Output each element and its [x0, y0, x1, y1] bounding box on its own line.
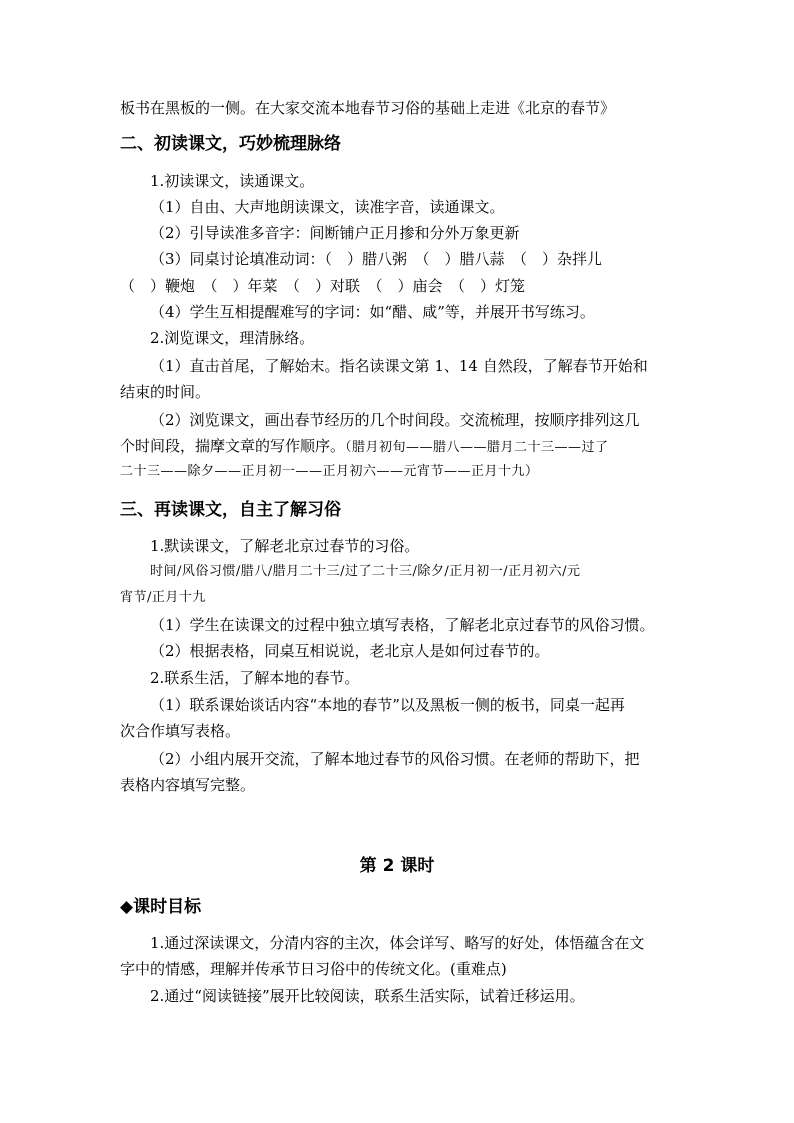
lesson-goal-heading: ◆课时目标 [120, 897, 202, 917]
s2-item-1-1: （1）自由、大声地朗读课文，读准字音，读通课文。 [150, 198, 505, 216]
s3-item-1-1: （1）学生在读课文的过程中独立填写表格，了解老北京过春节的风俗习惯。 [150, 616, 655, 634]
s2-item-1: 1.初读课文，读通课文。 [150, 172, 315, 190]
goal-2: 2.通过“阅读链接”展开比较阅读，联系生活实际，试着迁移运用。 [150, 987, 585, 1005]
timeline-note-cont: 二十三——除夕——正月初一——正月初六——元宵节——正月十九） [120, 464, 539, 479]
goal-1-cont: 字中的情感，理解并传承节日习俗中的传统文化。(重难点) [120, 960, 507, 978]
s2-item-1-3: （3）同桌讨论填准动词：（ ）腊八粥 （ ）腊八蒜 （ ）杂拌儿 [150, 250, 603, 268]
s3-item-2: 2.联系生活，了解本地的春节。 [150, 669, 360, 687]
s2-item-2-2-text: 个时间段，揣摩文章的写作顺序。 [120, 437, 346, 455]
s2-item-2-1-cont: 结束的时间。 [120, 383, 211, 401]
s2-item-2-2: （2）浏览课文，画出春节经历的几个时间段。交流梳理，按顺序排列这几 [150, 411, 640, 429]
table-headers-cont: 宵节/正月十九 [120, 590, 206, 605]
timeline-note: （腊月初旬——腊八——腊月二十三——过了 [345, 440, 609, 455]
section-3-heading: 三、再读课文，自主了解习俗 [120, 500, 341, 520]
s2-item-2: 2.浏览课文，理清脉络。 [150, 329, 315, 347]
s2-item-1-3-cont: （ ）鞭炮 （ ）年菜 （ ）对联 （ ）庙会 （ ）灯笼 [120, 277, 526, 295]
intro-line: 板书在黑板的一侧。在大家交流本地春节习俗的基础上走进《北京的春节》 [120, 99, 616, 117]
s2-item-1-4: （4）学生互相提醒难写的字词：如“醋、咸”等，并展开书写练习。 [150, 303, 595, 321]
lesson-2-title: 第 2 课时 [359, 856, 435, 876]
s2-item-2-1: （1）直击首尾，了解始末。指名读课文第 1、14 自然段，了解春节开始和 [150, 357, 648, 375]
s2-item-1-2: （2）引导读准多音字：间断铺户正月掺和分外万象更新 [150, 224, 520, 242]
s3-item-2-2: （2）小组内展开交流，了解本地过春节的风俗习惯。在老师的帮助下，把 [150, 750, 640, 768]
s3-item-1: 1.默读课文，了解老北京过春节的习俗。 [150, 537, 420, 555]
goal-1: 1.通过深读课文，分清内容的主次，体会详写、略写的好处，体悟蕴含在文 [150, 934, 645, 952]
section-2-heading: 二、初读课文，巧妙梳理脉络 [120, 134, 341, 154]
table-headers: 时间/风俗习惯/腊八/腊月二十三/过了二十三/除夕/正月初一/正月初六/元 [150, 564, 581, 579]
s3-item-2-1: （1）联系课始谈话内容“本地的春节”以及黑板一侧的板书，同桌一起再 [150, 696, 625, 714]
s3-item-2-1-cont: 次合作填写表格。 [120, 722, 241, 740]
s3-item-1-2: （2）根据表格，同桌互相说说，老北京人是如何过春节的。 [150, 642, 550, 660]
s2-item-2-2-cont [120, 436, 609, 458]
s3-item-2-2-cont: 表格内容填写完整。 [120, 776, 256, 794]
